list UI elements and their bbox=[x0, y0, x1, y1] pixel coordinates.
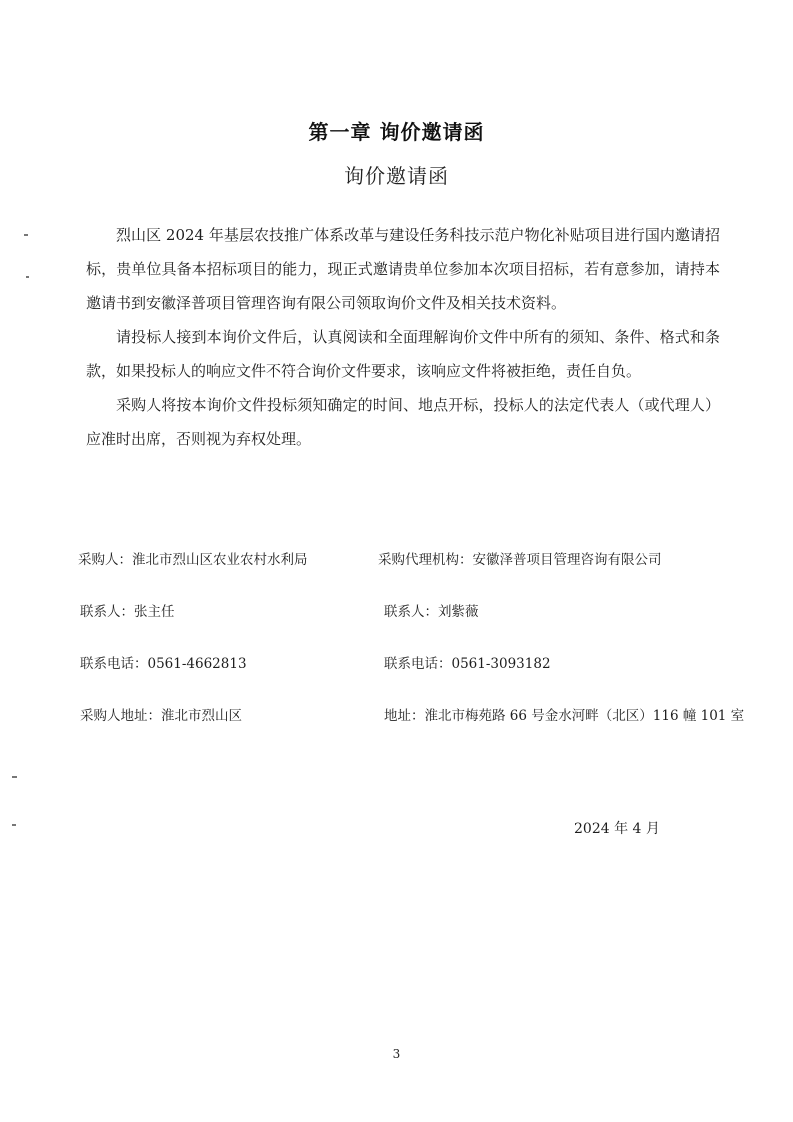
contact-row-names bbox=[76, 548, 766, 600]
scan-speck bbox=[26, 276, 29, 278]
scan-speck bbox=[12, 776, 17, 778]
letter-title: 询价邀请函 bbox=[344, 164, 449, 188]
purchaser-name: 采购人：淮北市烈山区农业农村水利局 bbox=[78, 552, 308, 568]
agency-contact: 联系人：刘紫薇 bbox=[384, 604, 479, 620]
paragraph-opening: 采购人将按本询价文件投标须知确定的时间、地点开标，投标人的法定代表人（或代理人）应准时出席，否则视为弃权处理。 bbox=[86, 396, 720, 448]
agency-address: 地址：淮北市梅苑路 66 号金水河畔（北区）116 幢 101 室 bbox=[384, 708, 745, 724]
purchaser-address: 采购人地址：淮北市烈山区 bbox=[80, 708, 242, 724]
scan-speck bbox=[24, 234, 28, 236]
contact-row-persons bbox=[76, 600, 766, 652]
page-number: 3 bbox=[392, 1047, 401, 1061]
contact-row-phones bbox=[76, 652, 766, 704]
contact-row-addresses bbox=[76, 704, 766, 756]
purchaser-phone: 联系电话：0561-4662813 bbox=[80, 656, 247, 672]
paragraph-instructions: 请投标人接到本询价文件后，认真阅读和全面理解询价文件中所有的须知、条件、格式和条款，如果投标人的响应文件不符合询价文件要求，该响应文件将被拒绝，责任自负。 bbox=[86, 328, 720, 380]
agency-phone: 联系电话：0561-3093182 bbox=[384, 656, 551, 672]
paragraph-invitation: 烈山区 2024 年基层农技推广体系改革与建设任务科技示范户物化补贴项目进行国内邀请招标，贵单位具备本招标项目的能力，现正式邀请贵单位参加本次项目招标，若有意参加，请持本邀请书到安徽泽普项目管理咨询有限公司领取询价文件及相关技术资料。 bbox=[86, 226, 720, 312]
chapter-title: 第一章 询价邀请函 bbox=[308, 120, 485, 144]
agency-name: 采购代理机构：安徽泽普项目管理咨询有限公司 bbox=[378, 552, 662, 568]
contact-block bbox=[76, 548, 766, 756]
letter-body bbox=[86, 218, 720, 456]
issue-date: 2024 年 4 月 bbox=[574, 821, 660, 837]
purchaser-contact: 联系人：张主任 bbox=[80, 604, 175, 620]
scan-speck bbox=[12, 824, 16, 826]
